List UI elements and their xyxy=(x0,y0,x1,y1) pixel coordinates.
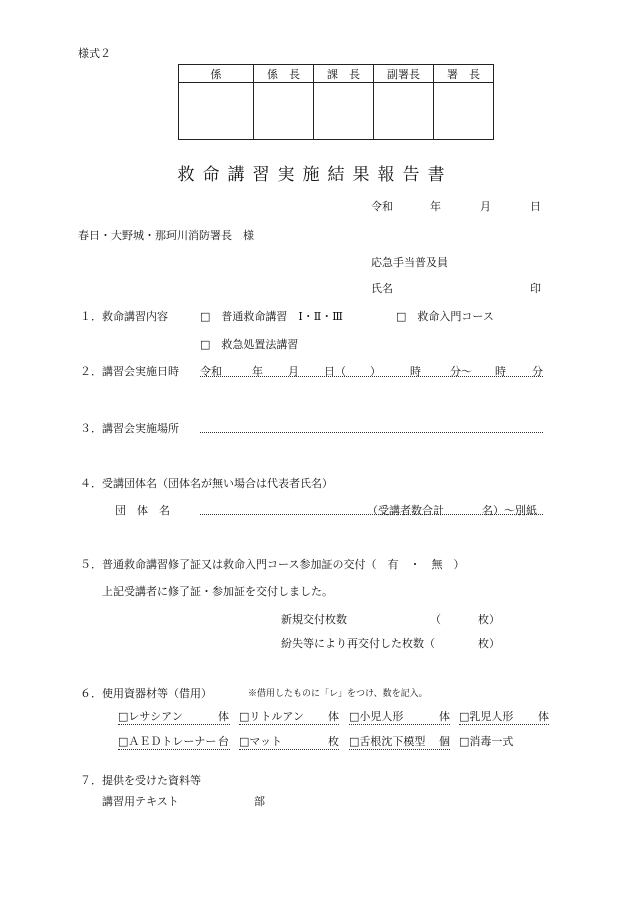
equipment-item[interactable] xyxy=(349,733,450,750)
equipment-item[interactable] xyxy=(118,733,230,750)
equipment-item[interactable] xyxy=(459,708,549,725)
equipment-unit: 台 xyxy=(218,735,229,748)
equipment-name: □小児人形 xyxy=(349,710,404,723)
date-month: 月 xyxy=(480,200,491,213)
equipment-unit: 体 xyxy=(439,710,450,723)
s2-min1: 分～ xyxy=(450,365,472,378)
equipment-item[interactable] xyxy=(118,708,230,725)
seal-mark: 印 xyxy=(530,282,541,295)
reissue-label: 紛失等により再交付した枚数（ xyxy=(281,637,435,650)
equipment-item[interactable] xyxy=(459,733,513,749)
equipment-unit: 体 xyxy=(538,710,549,723)
equipment-name: □消毒一式 xyxy=(459,735,514,748)
equipment-name: □乳児人形 xyxy=(459,710,514,723)
stamp-header-shocho: 署 長 xyxy=(434,65,494,83)
addressee: 春日・大野城・那珂川消防署長 様 xyxy=(78,229,254,242)
stamp-header-kacho: 課 長 xyxy=(314,65,374,83)
section3-label: ３．講習会実施場所 xyxy=(80,422,179,435)
course-firstaid-checkbox[interactable]: □ 救急処置法講習 xyxy=(200,338,299,351)
reporter-name-label: 氏名 xyxy=(371,282,393,295)
equipment-unit: 個 xyxy=(439,735,450,748)
new-issue-unit: 枚） xyxy=(478,613,500,626)
s2-hour2: 時 xyxy=(495,365,506,378)
date-era: 令和 xyxy=(371,200,393,213)
new-issue-paren: （ xyxy=(430,613,441,626)
section1-label: １．救命講習内容 xyxy=(80,310,168,323)
reporter-title: 応急手当普及員 xyxy=(371,256,448,269)
stamp-cell[interactable] xyxy=(179,83,254,140)
page-title: 救命講習実施結果報告書 xyxy=(177,165,453,185)
s2-month: 月 xyxy=(288,365,299,378)
venue-field[interactable] xyxy=(200,432,543,433)
stamp-cell[interactable] xyxy=(374,83,434,140)
textbook-unit: 部 xyxy=(254,795,265,808)
participant-unit: 名）～別紙 xyxy=(482,504,537,517)
section2-label: ２．講習会実施日時 xyxy=(80,365,179,378)
stamp-header-kakari: 係 xyxy=(179,65,254,83)
stamp-header-fukushocho: 副署長 xyxy=(374,65,434,83)
equipment-name: □ＡＥＤトレーナー xyxy=(118,735,217,748)
equipment-name: □リトルアン xyxy=(239,710,304,723)
s2-min2: 分 xyxy=(532,365,543,378)
course-intro-checkbox[interactable]: □ 救命入門コース xyxy=(396,310,494,323)
equipment-unit: 体 xyxy=(218,710,229,723)
date-year: 年 xyxy=(430,200,441,213)
equipment-name: □レサシアン xyxy=(118,710,183,723)
equipment-name: □舌根沈下模型 xyxy=(349,735,426,748)
stamp-header-kakaricho: 係 長 xyxy=(254,65,314,83)
reissue-unit: 枚） xyxy=(478,637,500,650)
equipment-item[interactable] xyxy=(239,733,339,750)
section6-label: ６．使用資器材等（借用） xyxy=(80,687,212,700)
equipment-item[interactable] xyxy=(349,708,450,725)
course-standard-checkbox[interactable]: □ 普通救命講習 Ⅰ・Ⅱ・Ⅲ xyxy=(200,310,343,323)
stamp-cell[interactable] xyxy=(434,83,494,140)
section5-label: ５．普通救命講習修了証又は救命入門コース参加証の交付（ 有 ・ 無 ） xyxy=(80,558,465,571)
new-issue-label: 新規交付枚数 xyxy=(281,613,347,626)
s2-day: 日（ xyxy=(324,365,346,378)
equipment-item[interactable] xyxy=(239,708,339,725)
group-name-label: 団 体 名 xyxy=(115,504,170,517)
s2-hour1: 時 xyxy=(410,365,421,378)
date-day: 日 xyxy=(530,200,541,213)
s2-year: 年 xyxy=(252,365,263,378)
s2-era: 令和 xyxy=(200,365,222,378)
approval-stamp-table xyxy=(178,64,494,140)
certificate-note: 上記受講者に修了証・参加証を交付しました。 xyxy=(102,585,333,598)
stamp-cell[interactable] xyxy=(314,83,374,140)
participant-total-label: （受講者数合計 xyxy=(367,504,444,517)
form-number: 様式２ xyxy=(78,47,111,60)
equipment-note: ※借用したものに「レ」をつけ、数を記入。 xyxy=(248,689,428,699)
equipment-unit: 枚 xyxy=(328,735,339,748)
textbook-label: 講習用テキスト xyxy=(102,795,179,808)
section4-label: ４．受講団体名（団体名が無い場合は代表者氏名） xyxy=(80,477,333,490)
s2-paren: ） xyxy=(370,365,381,378)
stamp-cell[interactable] xyxy=(254,83,314,140)
equipment-unit: 体 xyxy=(328,710,339,723)
equipment-name: □マット xyxy=(239,735,282,748)
section7-label: ７．提供を受けた資料等 xyxy=(80,774,201,787)
